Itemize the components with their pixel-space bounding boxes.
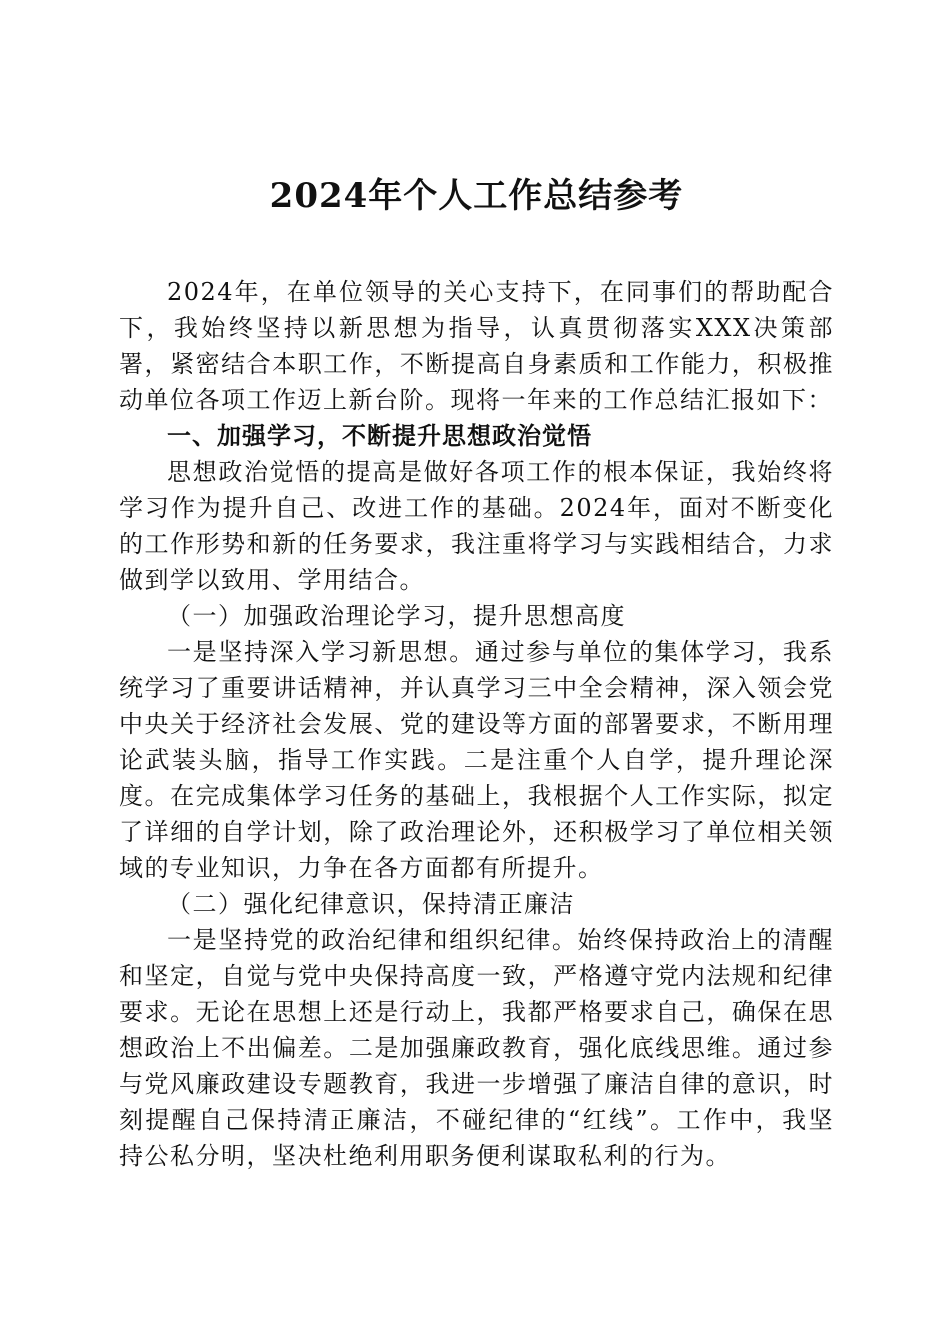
subsection-2-paragraph: 一是坚持党的政治纪律和组织纪律。始终保持政治上的清醒和坚定，自觉与党中央保持高度一致，严格遵守党内法规和纪律要求。无论在思想上还是行动上，我都严格要求自己，确保在思想政治上不出偏差。二是加强廉政教育，强化底线思维。通过参与党风廉政建设专题教育，我进一步增强了廉洁自律的意识，时刻提醒自己保持清正廉洁，不碰纪律的“红线”。工作中，我坚持公私分明，坚决杜绝利用职务便利谋取私利的行为。 [119, 926, 834, 1170]
document-title: 2024年个人工作总结参考 [269, 176, 684, 216]
section-1-paragraph: 思想政治觉悟的提高是做好各项工作的根本保证，我始终将学习作为提升自己、改进工作的基础。2024年，面对不断变化的工作形势和新的任务要求，我注重将学习与实践相结合，力求做到学以致用、学用结合。 [119, 458, 834, 594]
intro-paragraph: 2024年，在单位领导的关心支持下，在同事们的帮助配合下，我始终坚持以新思想为指导，认真贯彻落实XXX决策部署，紧密结合本职工作，不断提高自身素质和工作能力，积极推动单位各项工作迈上新台阶。现将一年来的工作总结汇报如下： [119, 278, 834, 414]
section-1-heading: 一、加强学习，不断提升思想政治觉悟 [167, 422, 592, 450]
subsection-1-heading: （一）加强政治理论学习，提升思想高度 [167, 602, 626, 630]
subsection-2-heading: （二）强化纪律意识，保持清正廉洁 [167, 890, 575, 918]
subsection-1-paragraph: 一是坚持深入学习新思想。通过参与单位的集体学习，我系统学习了重要讲话精神，并认真学习三中全会精神，深入领会党中央关于经济社会发展、党的建设等方面的部署要求，不断用理论武装头脑，指导工作实践。二是注重个人自学，提升理论深度。在完成集体学习任务的基础上，我根据个人工作实际，拟定了详细的自学计划，除了政治理论外，还积极学习了单位相关领域的专业知识，力争在各方面都有所提升。 [119, 638, 834, 882]
